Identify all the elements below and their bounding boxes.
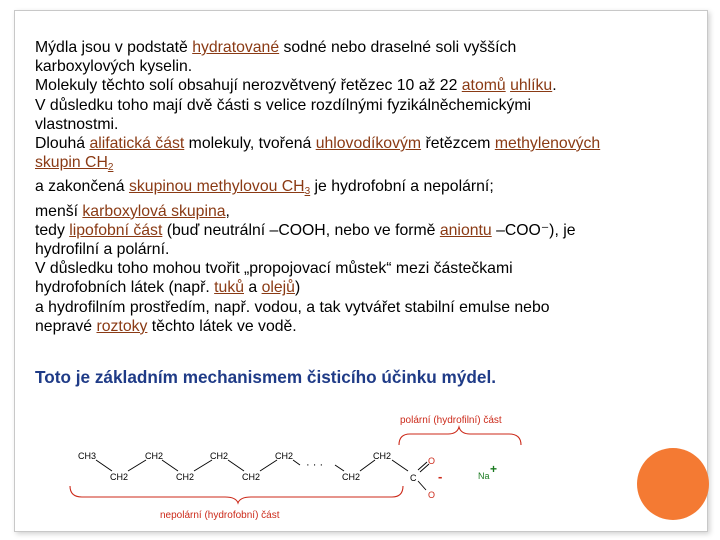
text-segment: Dlouhá [35, 135, 90, 153]
chain-bonds [96, 460, 429, 490]
text-segment: , [225, 202, 230, 220]
text-segment: nepravé [35, 317, 97, 335]
carboxyl-oxygen-top: O [428, 456, 436, 466]
chain-ellipsis: · · · [306, 459, 324, 471]
text-segment: Molekuly těchto solí obsahují nerozvětvený řetězec 10 až 22 [35, 77, 462, 95]
text-segment: ) [294, 279, 301, 297]
text-segment: hydrofilní a polární. [35, 241, 170, 259]
hyperlink[interactable]: uhlovodíkovým [315, 135, 422, 153]
group-ch2-bottom-3: CH2 [242, 472, 261, 482]
text-segment: Mýdla jsou v podstatě [35, 39, 193, 56]
text-segment: vlastnostmi. [35, 115, 119, 133]
hyperlink[interactable]: atomů [461, 77, 506, 95]
group-ch2-top-2: CH2 [210, 451, 229, 461]
group-ch2-bottom-2: CH2 [176, 472, 195, 482]
sodium-ion: Na [478, 471, 490, 481]
hyperlink[interactable]: skupin CH [35, 154, 108, 172]
text-segment: molekuly, tvořená [184, 135, 316, 153]
group-ch3: CH3 [78, 451, 97, 461]
negative-charge: - [438, 469, 443, 484]
text-segment: –COO⁻), je [491, 221, 576, 239]
group-ch2-bottom-4: CH2 [342, 472, 361, 482]
group-ch2-bottom-1: CH2 [110, 472, 129, 482]
nonpolar-part-bracket [70, 486, 403, 503]
hyperlink[interactable]: hydratované [192, 39, 280, 56]
hyperlink[interactable]: karboxylová skupina [82, 202, 226, 220]
text-segment: V důsledku toho mohou tvořit „propojovací můstek“ mezi částečkami [35, 260, 513, 278]
group-ch2-top-3: CH2 [275, 451, 294, 461]
carboxyl-oxygen-bottom: O [428, 490, 436, 500]
text-segment: a [244, 279, 262, 297]
decorative-orange-circle [637, 448, 709, 520]
polar-part-bracket [399, 427, 521, 445]
text-segment: sodné nebo draselné soli vyšších [279, 39, 517, 56]
hyperlink[interactable]: uhlíku [510, 77, 553, 95]
text-segment: V důsledku toho mají dvě části s velice rozdílnými fyzikálněchemickými [35, 96, 532, 114]
text-segment: karboxylových kyselin. [35, 58, 193, 76]
hyperlink[interactable]: skupinou methylovou CH [128, 178, 305, 196]
hyperlink[interactable]: alifatická část [89, 135, 185, 153]
text-segment: . [552, 77, 557, 95]
group-ch2-top-4: CH2 [373, 451, 392, 461]
hyperlink[interactable]: tuků [214, 279, 244, 297]
text-segment: (buď neutrální –COOH, nebo ve formě [162, 221, 440, 239]
hyperlink[interactable]: 2 [107, 162, 114, 174]
text-segment: a hydrofilním prostředím, např. vodou, a tak vytvářet stabilní emulse nebo [35, 298, 550, 316]
text-segment: hydrofobních látek (např. [35, 279, 215, 297]
hyperlink[interactable]: aniontu [439, 221, 492, 239]
group-ch2-top-1: CH2 [145, 451, 164, 461]
text-segment: tedy [35, 221, 70, 239]
hyperlink[interactable]: 3 [304, 186, 311, 198]
text-segment: a zakončená [35, 178, 129, 196]
text-segment: je hydrofobní a nepolární; [310, 178, 494, 196]
hyperlink[interactable]: lipofobní část [69, 221, 163, 239]
carboxyl-carbon: C [410, 473, 417, 483]
hyperlink[interactable]: methylenových [494, 135, 601, 153]
positive-charge: + [490, 462, 498, 476]
text-segment: těchto látek ve vodě. [147, 317, 297, 335]
nonpolar-part-label: nepolární (hydrofobní) část [160, 510, 280, 521]
hyperlink[interactable]: olejů [261, 279, 295, 297]
slide-emphasis-line: Toto je základním mechanismem čisticího účinku mýdel. [35, 367, 497, 387]
text-segment: řetězcem [421, 135, 495, 153]
hyperlink[interactable]: roztoky [96, 317, 148, 335]
polar-part-label: polární (hydrofilní) část [400, 415, 502, 426]
text-segment: menší [35, 202, 83, 220]
